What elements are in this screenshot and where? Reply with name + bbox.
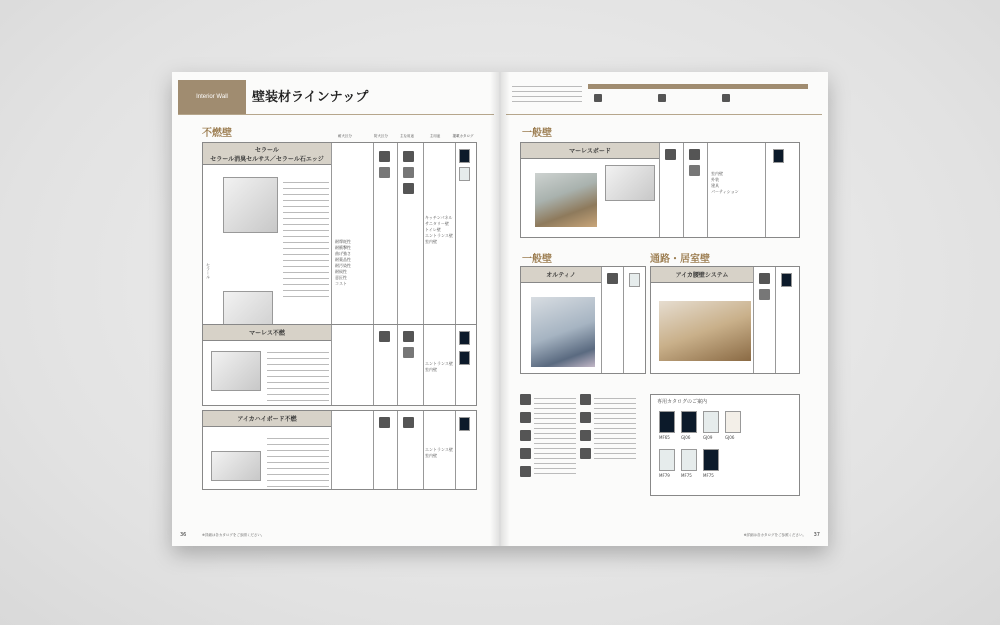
catalog-name: GJ06 (725, 435, 735, 440)
legend-icon (580, 394, 591, 405)
legend-text (512, 82, 582, 106)
product-card-hiboard (202, 410, 477, 490)
product-image (211, 351, 261, 391)
catalog-thumb (659, 411, 675, 433)
divider (707, 143, 708, 237)
legend-bar (588, 84, 808, 89)
usage-item: 室内壁 (711, 171, 723, 176)
divider (397, 325, 398, 405)
divider (373, 325, 374, 405)
legend-icon (580, 430, 591, 441)
catalog-guide-title: 専用カタログのご案内 (657, 399, 708, 405)
usage-item: 室内壁 (425, 239, 437, 244)
catalog-thumb (681, 449, 697, 471)
legend-text (534, 394, 576, 478)
section-heading: 一般壁 (522, 128, 552, 139)
footnote: ※詳細は各カタログをご参照ください。 (743, 533, 806, 537)
catalog-thumb (459, 331, 470, 345)
product-subtitle: セラール (255, 146, 279, 154)
catalog-thumb (459, 167, 470, 181)
usage-icon (689, 165, 700, 176)
legend-icon (520, 430, 531, 441)
divider (601, 267, 602, 373)
page-title: 壁装材ラインナップ (252, 90, 369, 105)
product-image (605, 165, 655, 201)
product-card-marless (202, 324, 477, 406)
divider (455, 411, 456, 489)
usage-item: エントランス壁 (425, 361, 453, 366)
col-header-1: 耐火区分 (338, 134, 352, 138)
room-photo (535, 173, 597, 227)
perf-label: 曲げ強さ (335, 251, 351, 256)
fire-icon (607, 273, 618, 284)
usage-icon (403, 347, 414, 358)
divider (331, 411, 332, 489)
fire-icon (379, 331, 390, 342)
perf-label: 耐摩耗性 (335, 239, 351, 244)
usage-item: トイレ壁 (425, 227, 441, 232)
product-card-koshikabe (650, 266, 800, 374)
page-number: 36 (180, 532, 187, 538)
divider (765, 143, 766, 237)
divider (623, 267, 624, 373)
perf-label: 耐薬品性 (335, 257, 351, 262)
perf-label: 耐候性 (335, 269, 347, 274)
usage-item: エントランス壁 (425, 447, 453, 452)
catalog-thumb (659, 449, 675, 471)
catalog-thumb (459, 417, 470, 431)
usage-icon (689, 149, 700, 160)
right-page (500, 72, 828, 546)
product-title: セラール消臭セルサス／セラール石エッジ (210, 155, 324, 163)
legend-header (508, 82, 808, 114)
fire-icon (665, 149, 676, 160)
room-photo (531, 297, 595, 367)
product-image (211, 451, 261, 481)
legend-icon (580, 412, 591, 423)
legend-icon (722, 94, 730, 102)
fire-icon (759, 273, 770, 284)
col-header-2: 防火区分 (374, 134, 388, 138)
section-heading: 不燃壁 (202, 128, 232, 139)
usage-list (425, 361, 455, 373)
usage-item: 室内壁 (425, 453, 437, 458)
divider (423, 411, 424, 489)
section-heading: 一般壁 (522, 254, 552, 265)
perf-label: 耐衝撃性 (335, 245, 351, 250)
legend-icon (520, 448, 531, 459)
legend-icon (520, 466, 531, 477)
fire-icon (759, 289, 770, 300)
divider (423, 325, 424, 405)
usage-icon (403, 183, 414, 194)
catalog-thumb (703, 411, 719, 433)
performance-list (335, 239, 371, 287)
product-title: マーレスボード (521, 143, 659, 159)
catalog-name: GJ09 (703, 435, 713, 440)
title-rule (178, 114, 494, 115)
perf-label: 意匠性 (335, 275, 347, 280)
page-number: 37 (813, 532, 820, 538)
divider (397, 411, 398, 489)
product-image (223, 177, 278, 233)
icon-legend (520, 394, 640, 494)
divider (455, 325, 456, 405)
catalog-thumb (725, 411, 741, 433)
fire-icon (379, 151, 390, 162)
usage-icon (403, 167, 414, 178)
fire-icon (379, 167, 390, 178)
divider (373, 411, 374, 489)
catalog-name: MF75 (681, 473, 692, 478)
section-tab: Interior Wall (178, 80, 246, 114)
title-rule (506, 114, 822, 115)
catalog-thumb (703, 449, 719, 471)
divider (331, 325, 332, 405)
catalog-thumb (681, 411, 697, 433)
usage-item: 外装 (711, 177, 719, 182)
usage-item: エントランス壁 (425, 233, 453, 238)
usage-item: パーティション (711, 189, 739, 194)
usage-item: サニタリー壁 (425, 221, 449, 226)
catalog-thumb (459, 351, 470, 365)
usage-item: 室内壁 (425, 367, 437, 372)
catalog-thumb (459, 149, 470, 163)
divider (753, 267, 754, 373)
usage-icon (403, 417, 414, 428)
catalog-thumb (781, 273, 792, 287)
usage-icon (403, 151, 414, 162)
legend-icon (520, 412, 531, 423)
divider (659, 143, 660, 237)
catalog-thumb (629, 273, 640, 287)
left-page (172, 72, 500, 546)
divider (683, 143, 684, 237)
divider (775, 267, 776, 373)
usage-item: キッチンパネル (425, 215, 453, 220)
usage-list (425, 215, 455, 245)
perf-label: コスト (335, 281, 347, 286)
catalog-name: MF79 (659, 473, 670, 478)
usage-list (425, 447, 455, 459)
spec-text (267, 433, 329, 487)
catalog-name: GJ06 (681, 435, 691, 440)
legend-icon (658, 94, 666, 102)
spec-text (283, 177, 329, 297)
product-card-marlessboard (520, 142, 800, 238)
usage-icon (403, 331, 414, 342)
col-header-4: 主用途 (429, 134, 441, 138)
product-title: アイカ腰壁システム (651, 267, 753, 283)
legend-icon (520, 394, 531, 405)
catalog-spread (172, 72, 828, 546)
catalog-name: MF75 (703, 473, 714, 478)
room-photo (659, 301, 751, 361)
vertical-label: セラール (206, 263, 211, 279)
product-title: オルティノ (521, 267, 601, 283)
product-title: アイカハイボード不燃 (203, 411, 331, 427)
catalog-name: MF65 (659, 435, 670, 440)
product-header (203, 143, 331, 165)
fire-icon (379, 417, 390, 428)
col-header-5: 掲載カタログ (452, 134, 474, 138)
footnote: ※詳細は各カタログをご参照ください。 (202, 533, 265, 537)
perf-label: 耐汚染性 (335, 263, 351, 268)
usage-item: 建具 (711, 183, 719, 188)
legend-icon (594, 94, 602, 102)
col-header-3: 主な用途 (400, 134, 414, 138)
spec-text (267, 347, 329, 403)
section-heading: 通路・居室壁 (650, 254, 710, 265)
legend-icon (580, 448, 591, 459)
product-card-ortino (520, 266, 646, 374)
catalog-guide (650, 394, 800, 496)
product-title: マーレス不燃 (203, 325, 331, 341)
usage-list (711, 171, 765, 195)
legend-text (594, 394, 636, 460)
catalog-thumb (773, 149, 784, 163)
